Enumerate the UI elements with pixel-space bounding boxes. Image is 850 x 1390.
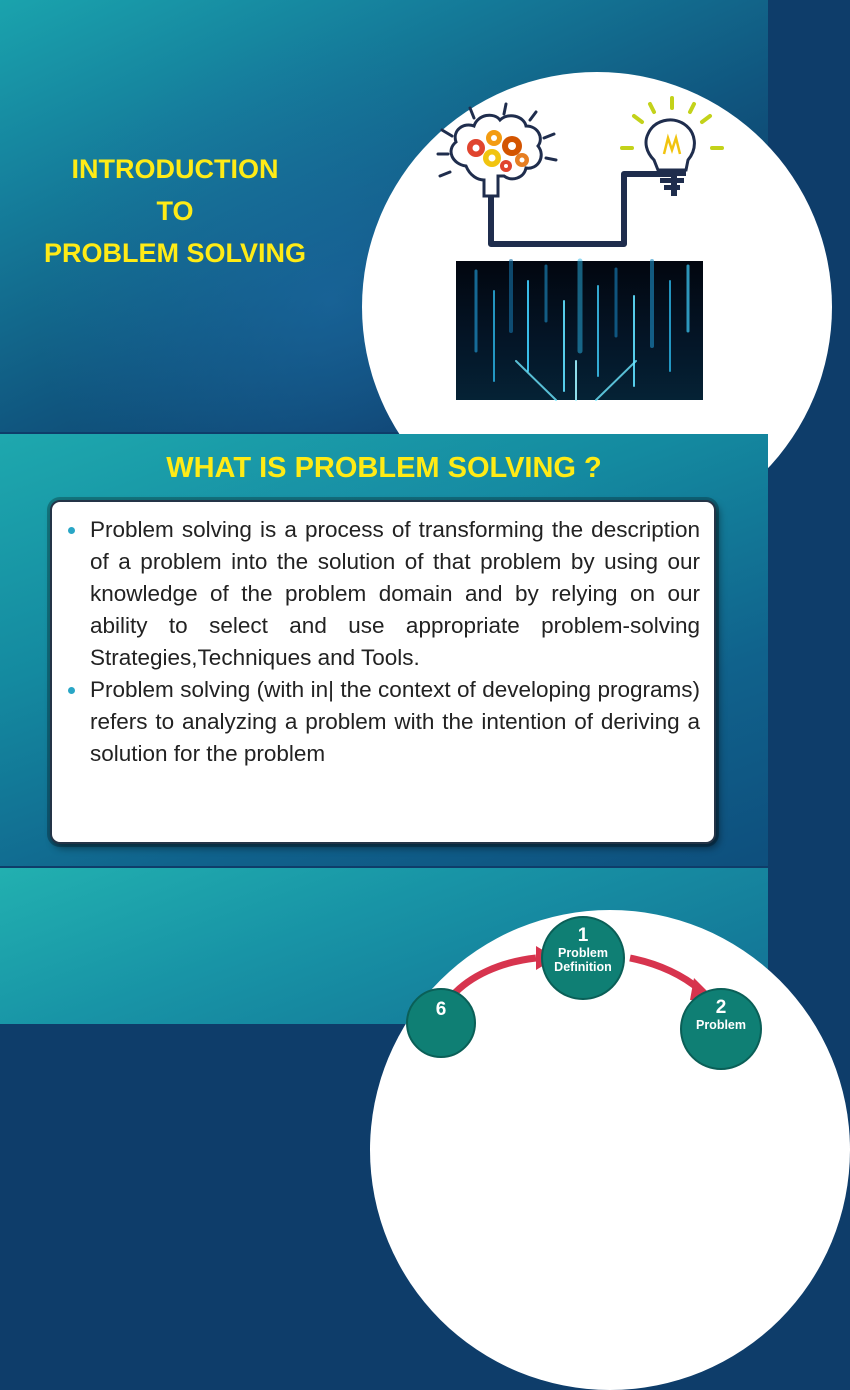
digital-lines-icon <box>456 261 703 400</box>
step-label: Definition <box>554 960 612 974</box>
title-line-2: TO <box>156 196 194 226</box>
step-number: 2 <box>715 997 727 1018</box>
cycle-arrows <box>0 868 768 1024</box>
step-number: 6 <box>435 999 447 1020</box>
process-slide <box>0 868 768 1032</box>
brain-gears-icon <box>438 104 556 196</box>
title-line-3: PROBLEM SOLVING <box>43 238 306 268</box>
step-node-2 <box>680 988 762 1070</box>
slide-heading: WHAT IS PROBLEM SOLVING ? <box>166 452 602 484</box>
bullet-item: Problem solving (with in| the context of developing programs) refers to analyzing a problem with the intention of deriving a solution for the problem <box>66 674 700 770</box>
definition-slide <box>0 434 768 866</box>
step-label: Problem <box>557 946 608 960</box>
bullet-item: Problem solving is a process of transforming the description of a problem into the solution of that problem by using our knowledge of the problem domain and by relying on our ability to select and use appropriate problem-solving Strategies,Techniques and Tools. <box>66 514 700 674</box>
step-node-6 <box>406 988 476 1058</box>
title-slide <box>0 0 768 432</box>
step-node-problem-definition <box>541 916 625 1000</box>
definition-text-box <box>50 500 716 844</box>
slide-title <box>30 148 320 274</box>
step-number: 1 <box>577 925 589 946</box>
title-line-1: INTRODUCTION <box>71 154 279 184</box>
brain-bulb-illustration <box>432 104 732 252</box>
step-label: Problem <box>695 1018 746 1032</box>
digital-lines-image <box>456 261 703 400</box>
